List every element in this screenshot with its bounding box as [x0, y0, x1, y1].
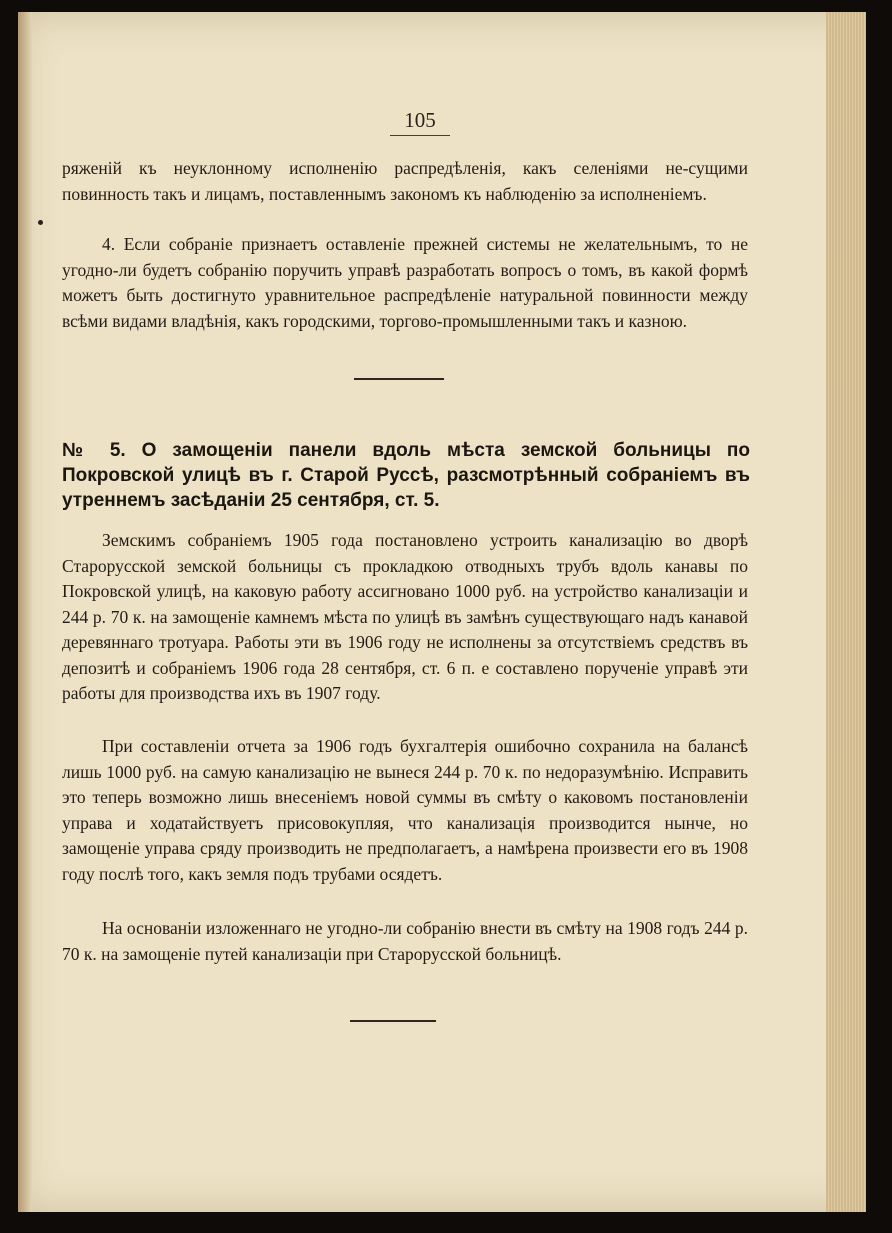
- page-number: 105: [390, 108, 450, 136]
- margin-mark: [38, 220, 43, 225]
- paragraph-sewerage: Земскимъ собраніемъ 1905 года постановлено устроить канализацію во дворѣ Старорусской земской больницы съ прокладкою отводныхъ трубъ вдоль канавы по Покровской улицѣ, на каковую работу ассигновано 1000 руб. на устройство канализаціи и 244 р. 70 к. на замощеніе камнемъ мѣста по улицѣ въ замѣнъ существующаго надъ канавой деревяннаго тротуара. Работы эти въ 1906 году не исполнены за отсутствіемъ средствъ въ депозитѣ и собраніемъ 1906 года 28 сентября, ст. 6 п. е составлено порученіе управѣ эти работы для производства ихъ въ 1907 году.: [62, 530, 748, 703]
- paragraph-accounting: При составленіи отчета за 1906 годъ бухгалтерія ошибочно сохранила на балансѣ лишь 1000 руб. на самую канализацію не вынеся 244 р. 70 к. по недоразумѣнію. Исправить это теперь возможно лишь внесеніемъ новой суммы въ смѣту о каковомъ постановленіи управа и ходатайствуетъ присовокупляя, что канализація производится нынче, но замощеніе управа сряду производить не предполагаетъ, а намѣрена произвести его въ 1908 году послѣ того, какъ земля подъ трубами осядетъ.: [62, 736, 748, 884]
- section-divider: [354, 378, 444, 380]
- page-gutter: [18, 12, 32, 1212]
- paragraph-continuation: ряженій къ неуклонному исполненію распредѣленія, какъ селеніями не-сущими повинность такъ и лицамъ, поставленнымъ закономъ къ наблюденію за исполненіемъ.: [62, 158, 748, 204]
- page-edges-stack: [826, 12, 866, 1212]
- book-page: [18, 12, 866, 1212]
- paragraph-point-4: 4. Если собраніе признаетъ оставленіе прежней системы не желательнымъ, то не угодно-ли будетъ собранію поручить управѣ разработать вопросъ о томъ, въ какой формѣ можетъ быть достигнуто уравнительное распредѣленіе натуральной повинности между всѣми видами владѣнія, какъ городскими, торгово-промышленными такъ и казною.: [62, 234, 748, 331]
- section-heading: № 5. О замощеніи панели вдоль мѣста земской больницы по Покровской улицѣ въ г. Старой Руссѣ, разсмотрѣнный собраніемъ въ утреннемъ засѣданіи 25 сентября, ст. 5.: [62, 440, 750, 511]
- closing-divider: [350, 1020, 436, 1022]
- paragraph-proposal: На основаніи изложеннаго не угодно-ли собранію внести въ смѣту на 1908 годъ 244 р. 70 к. на замощеніе путей канализаціи при Старорусской больницѣ.: [62, 918, 748, 964]
